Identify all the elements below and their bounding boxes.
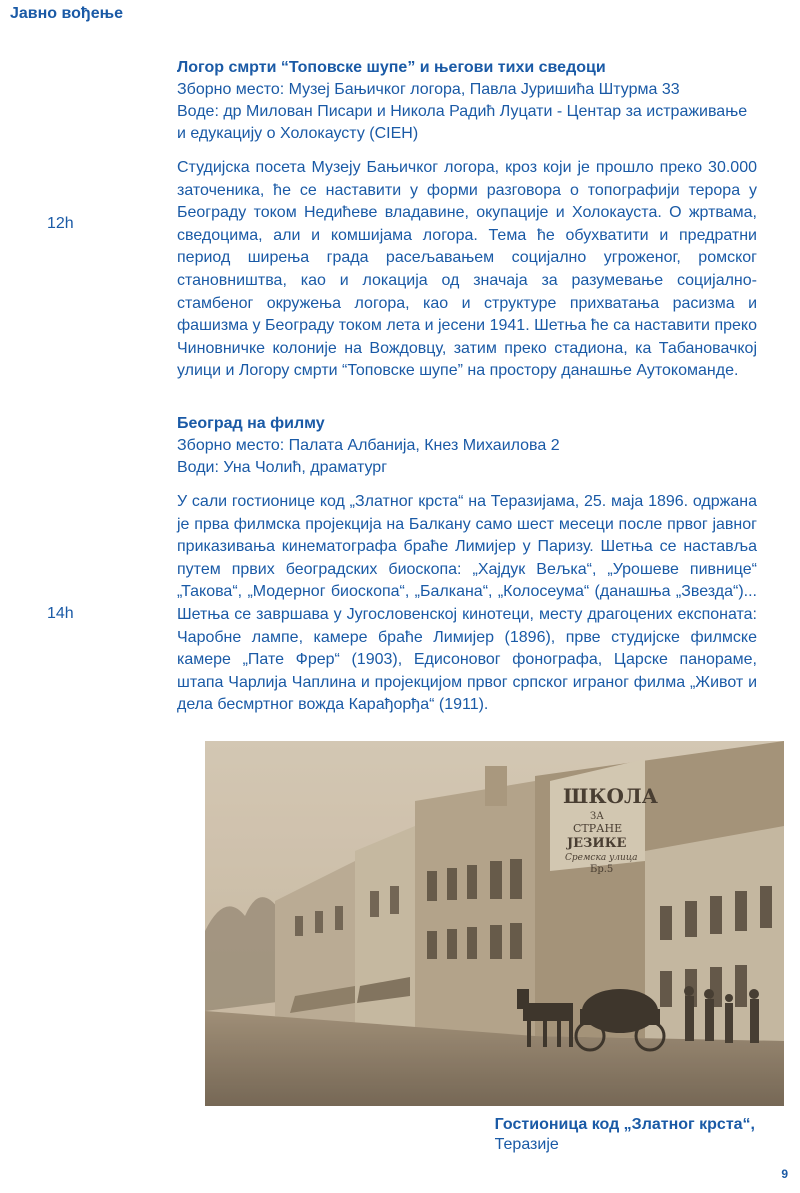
event-meeting-1: Зборно место: Музеј Бањичког логора, Павла Јуришића Штурма 33 bbox=[177, 81, 680, 98]
svg-text:Сремска улица: Сремска улица bbox=[565, 853, 638, 863]
section-title: Јавно вођење bbox=[10, 5, 123, 22]
event-guides-2: Води: Уна Чолић, драматург bbox=[177, 459, 388, 476]
photo-caption bbox=[495, 1115, 755, 1155]
event-meeting-2: Зборно место: Палата Албанија, Кнез Михаилова 2 bbox=[177, 437, 560, 454]
event-guides-1: Воде: др Милован Писари и Никола Радић Луцати - Центар за истраживање и едукацију о Холокаусту (CIEH) bbox=[177, 103, 748, 142]
svg-text:ЗА: ЗА bbox=[590, 811, 604, 822]
event-description-1: Студијска посета Музеју Бањичког логора, кроз који је прошло преко 30.000 заточеника, ће се наставити у форми разговора о топографији терора у Београду током Недићеве владавине, окупације и Холокауста. О жртвама, сведоцима, али и комшијама логора. Тема ће обухватити и предратни период ширења града расељавањем социјално угроженог, ромског становништва, као и локација од значаја за разумевање социјално-стамбеног окружења логора, као и структуре прихватања расизма и фашизма у Београду током лета и јесени 1941. Шетња ће са наставити преко Чиновничке колоније на Вождовцу, затим преко стадиона, ка Табановачкој улици и Логору смрти “Топовске шупе” на простору данашње Аутокоманде. bbox=[177, 159, 757, 380]
historic-photo-terazije bbox=[205, 741, 784, 1106]
event-block-1 bbox=[177, 57, 757, 383]
svg-text:Бр.5: Бр.5 bbox=[590, 864, 614, 875]
event-block-2 bbox=[177, 413, 757, 717]
caption-subtitle: Теразије bbox=[494, 1136, 559, 1153]
event-time-2: 14h bbox=[47, 605, 74, 622]
page-number: 9 bbox=[781, 1167, 788, 1181]
caption-title: Гостионица код „Златног крста“, bbox=[494, 1116, 755, 1133]
event-description-2: У сали гостионице код „Златног крста“ на Теразијама, 25. маја 1896. одржана је прва филмска пројекција на Балкану само шест месеци после првог јавног приказивања кинематографа браће Лимијер у Паризу. Шетња се наставља путем првих београдских биоскопа: „Хајдук Вељка“, „Урошеве пивнице“ „Такова“, „Модерног биоскопа“, „Балкана“, „Колосеума“ (данашња „Звезда“)... Шетња се завршава у Југословенској кинотеци, месту драгоцених експоната: Чаробне лампе, камере браће Лимијер (1896), прве студијске филмске камере „Пате Фрер“ (1903), Едисоновог фонографа, Царске панораме, штапа Чарлија Чаплина и пројекцијом првог српског играног филма „Живот и дела бесмртног вожда Карађорђа“ (1911). bbox=[177, 493, 757, 714]
svg-text:ШКОЛА: ШКОЛА bbox=[563, 784, 658, 808]
svg-text:СТРАНЕ: СТРАНЕ bbox=[573, 822, 623, 835]
event-title-1: Логор смрти “Топовске шупе” и његови тихи сведоци bbox=[177, 59, 606, 76]
event-time-1: 12h bbox=[47, 215, 74, 232]
event-title-2: Београд на филму bbox=[177, 415, 325, 432]
svg-text:ЈЕЗИКЕ: ЈЕЗИКЕ bbox=[567, 836, 627, 851]
